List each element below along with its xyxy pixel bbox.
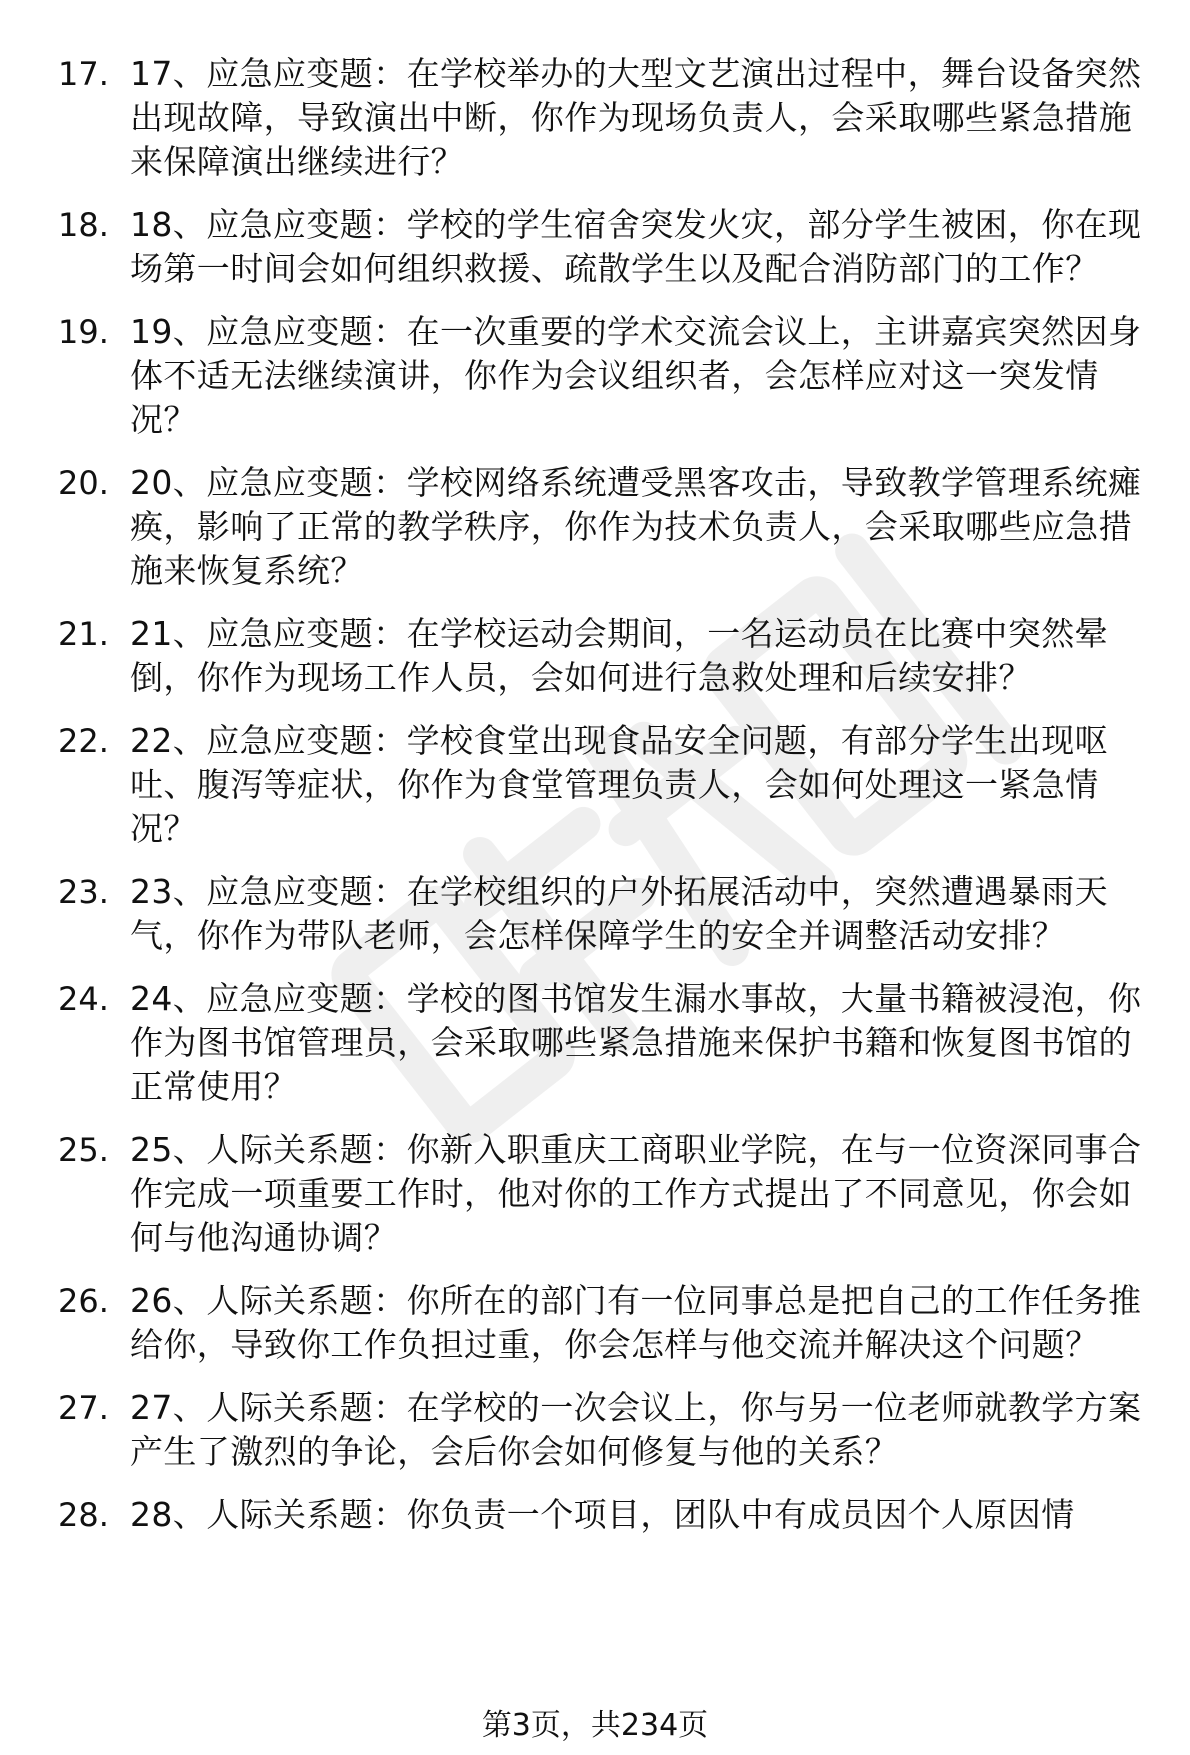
list-item: [58, 310, 1153, 442]
question-text: 19、应急应变题：在一次重要的学术交流会议上，主讲嘉宾突然因身体不适无法继续演讲，你作为会议组织者，会怎样应对这一突发情况？: [130, 312, 1142, 439]
question-number: 21.: [58, 615, 109, 653]
list-item: [58, 52, 1153, 184]
question-text: 24、应急应变题：学校的图书馆发生漏水事故，大量书籍被浸泡，你作为图书馆管理员，会采取哪些紧急措施来保护书籍和恢复图书馆的正常使用？: [130, 979, 1142, 1106]
list-item: [58, 1386, 1153, 1474]
question-list: [58, 52, 1153, 1556]
list-item: [58, 1279, 1153, 1367]
question-text: 22、应急应变题：学校食堂出现食品安全问题，有部分学生出现呕吐、腹泻等症状，你作为食堂管理负责人，会如何处理这一紧急情况？: [130, 721, 1108, 848]
question-text: 25、人际关系题：你新入职重庆工商职业学院，在与一位资深同事合作完成一项重要工作时，他对你的工作方式提出了不同意见，你会如何与他沟通协调？: [130, 1130, 1142, 1257]
list-item: [58, 1493, 1153, 1537]
list-item: [58, 612, 1153, 700]
question-text: 17、应急应变题：在学校举办的大型文艺演出过程中，舞台设备突然出现故障，导致演出中断，你作为现场负责人，会采取哪些紧急措施来保障演出继续进行？: [130, 54, 1142, 181]
question-number: 18.: [58, 206, 109, 244]
question-number: 28.: [58, 1496, 109, 1534]
question-number: 20.: [58, 464, 109, 502]
question-number: 25.: [58, 1131, 109, 1169]
question-text: 21、应急应变题：在学校运动会期间，一名运动员在比赛中突然晕倒，你作为现场工作人员，会如何进行急救处理和后续安排？: [130, 614, 1108, 697]
question-text: 23、应急应变题：在学校组织的户外拓展活动中，突然遭遇暴雨天气，你作为带队老师，会怎样保障学生的安全并调整活动安排？: [130, 872, 1108, 955]
question-number: 22.: [58, 722, 109, 760]
question-text: 18、应急应变题：学校的学生宿舍突发火灾，部分学生被困，你在现场第一时间会如何组织救援、疏散学生以及配合消防部门的工作？: [130, 205, 1142, 288]
question-number: 27.: [58, 1389, 109, 1427]
question-text: 28、人际关系题：你负责一个项目，团队中有成员因个人原因情: [130, 1495, 1075, 1534]
page-number-footer: 第3页，共234页: [481, 1708, 709, 1743]
list-item: [58, 977, 1153, 1109]
question-text: 20、应急应变题：学校网络系统遭受黑客攻击，导致教学管理系统瘫痪，影响了正常的教学秩序，你作为技术负责人，会采取哪些应急措施来恢复系统？: [130, 463, 1142, 590]
question-number: 17.: [58, 55, 109, 93]
list-item: [58, 870, 1153, 958]
question-text: 27、人际关系题：在学校的一次会议上，你与另一位老师就教学方案产生了激烈的争论，会后你会如何修复与他的关系？: [130, 1388, 1142, 1471]
question-number: 26.: [58, 1282, 109, 1320]
list-item: [58, 203, 1153, 291]
question-number: 19.: [58, 313, 109, 351]
list-item: [58, 719, 1153, 851]
list-item: [58, 461, 1153, 593]
question-number: 23.: [58, 873, 109, 911]
question-text: 26、人际关系题：你所在的部门有一位同事总是把自己的工作任务推给你，导致你工作负担过重，你会怎样与他交流并解决这个问题？: [130, 1281, 1142, 1364]
list-item: [58, 1128, 1153, 1260]
question-number: 24.: [58, 980, 109, 1018]
